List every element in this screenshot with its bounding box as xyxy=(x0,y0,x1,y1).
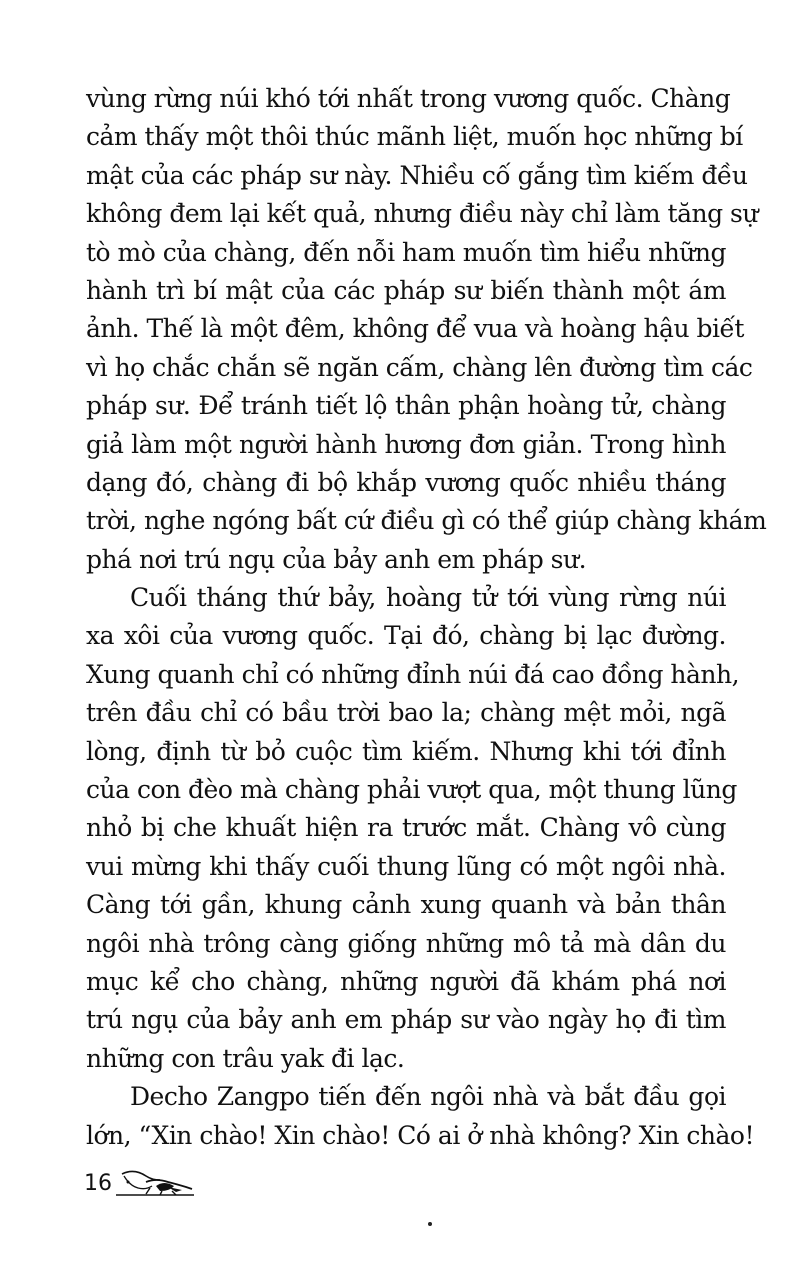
text-line: xa xôi của vương quốc. Tại đó, chàng bị lạc đường. xyxy=(86,621,726,651)
text-line: những con trâu yak đi lạc. xyxy=(86,1043,405,1073)
text-line: pháp sư. Để tránh tiết lộ thân phận hoàng tử, chàng xyxy=(86,391,726,421)
print-speck xyxy=(428,1222,432,1226)
text-line: lòng, định từ bỏ cuộc tìm kiếm. Nhưng khi tới đỉnh xyxy=(86,736,726,766)
body-text xyxy=(86,80,767,1155)
text-line: hành trì bí mật của các pháp sư biến thành một ám xyxy=(86,275,726,305)
text-line: không đem lại kết quả, nhưng điều này chỉ làm tăng sự xyxy=(86,199,758,229)
text-line: mục kể cho chàng, những người đã khám phá nơi xyxy=(86,966,726,996)
text-line: giả làm một người hành hương đơn giản. Trong hình xyxy=(86,429,726,459)
text-line: tò mò của chàng, đến nỗi ham muốn tìm hiểu những xyxy=(86,237,726,267)
text-line: phá nơi trú ngụ của bảy anh em pháp sư. xyxy=(86,544,587,574)
text-line: vùng rừng núi khó tới nhất trong vương quốc. Chàng xyxy=(86,84,731,113)
text-line: vì họ chắc chắn sẽ ngăn cấm, chàng lên đường tìm các xyxy=(86,352,753,382)
text-line: dạng đó, chàng đi bộ khắp vương quốc nhiều tháng xyxy=(86,467,726,497)
page-number: 16 xyxy=(84,1171,112,1196)
text-line: mật của các pháp sư này. Nhiều cố gắng tìm kiếm đều xyxy=(86,160,748,190)
text-line: nhỏ bị che khuất hiện ra trước mắt. Chàng vô cùng xyxy=(86,813,726,843)
text-line: ngôi nhà trông càng giống những mô tả mà dân du xyxy=(86,928,726,958)
text-line: Decho Zangpo tiến đến ngôi nhà và bắt đầu gọi xyxy=(130,1082,726,1112)
text-line: vui mừng khi thấy cuối thung lũng có một ngôi nhà. xyxy=(86,851,726,881)
text-line: cảm thấy một thôi thúc mãnh liệt, muốn học những bí xyxy=(86,122,743,152)
text-line: trời, nghe ngóng bất cứ điều gì có thể giúp chàng khám xyxy=(86,506,767,536)
text-line: trú ngụ của bảy anh em pháp sư vào ngày họ đi tìm xyxy=(86,1005,726,1035)
text-line: Xung quanh chỉ có những đỉnh núi đá cao đồng hành, xyxy=(86,659,740,689)
text-line: Cuối tháng thứ bảy, hoàng tử tới vùng rừng núi xyxy=(130,583,726,613)
text-line: Càng tới gần, khung cảnh xung quanh và bản thân xyxy=(86,890,726,920)
text-line: lớn, “Xin chào! Xin chào! Có ai ở nhà không? Xin chào! xyxy=(86,1120,755,1150)
text-line: trên đầu chỉ có bầu trời bao la; chàng mệt mỏi, ngã xyxy=(86,698,726,728)
text-line: của con đèo mà chàng phải vượt qua, một thung lũng xyxy=(86,775,737,805)
text-line: ảnh. Thế là một đêm, không để vua và hoàng hậu biết xyxy=(86,314,744,344)
horseman-ornament-icon xyxy=(116,1168,196,1198)
page-footer xyxy=(84,1168,196,1198)
